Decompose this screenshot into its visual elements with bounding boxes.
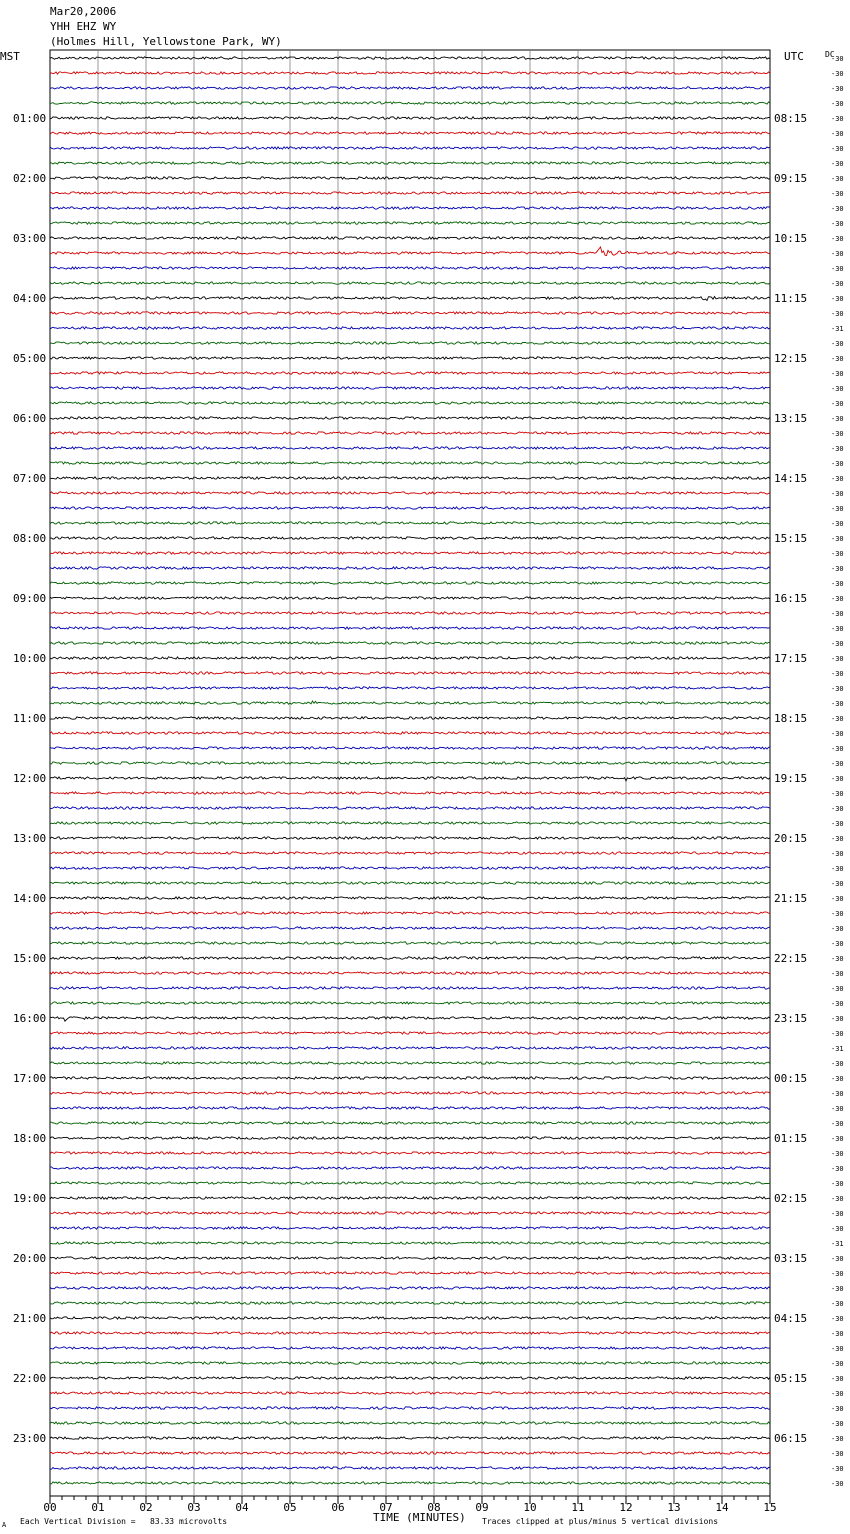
trace-row <box>50 882 770 884</box>
left-hour-label: 16:00 <box>13 1012 47 1025</box>
trace-row <box>50 147 770 149</box>
right-hour-label: 23:15 <box>774 1012 808 1025</box>
left-timezone-label: MST <box>0 50 20 63</box>
x-tick-label: 04 <box>235 1501 249 1514</box>
right-timezone-label: UTC <box>784 50 804 63</box>
dc-offset-label: -30 <box>831 100 844 108</box>
trace-row <box>50 1092 770 1094</box>
dc-offset-label: -30 <box>831 70 844 78</box>
x-axis-label: TIME (MINUTES) <box>373 1511 466 1524</box>
right-hour-label: 11:15 <box>774 292 808 305</box>
left-hour-label: 08:00 <box>13 532 47 545</box>
dc-offset-label: -30 <box>831 1135 844 1143</box>
right-hour-label: 22:15 <box>774 952 808 965</box>
left-hour-label: 11:00 <box>13 712 47 725</box>
trace-row <box>50 327 770 329</box>
trace-row <box>50 627 770 629</box>
dc-offset-label: -30 <box>831 1285 844 1293</box>
dc-offset-label: -30 <box>831 730 844 738</box>
x-tick-label: 08 <box>427 1501 441 1514</box>
dc-offset-label: -30 <box>831 670 844 678</box>
dc-offset-label: -30 <box>831 955 844 963</box>
left-hour-label: 03:00 <box>13 232 47 245</box>
trace-row <box>50 867 770 869</box>
left-hour-label: 19:00 <box>13 1192 47 1205</box>
left-hour-label: 22:00 <box>13 1372 47 1385</box>
dc-offset-label: -30 <box>831 250 844 258</box>
footer-clip-note: Traces clipped at plus/minus 5 vertical divisions <box>482 1517 719 1526</box>
dc-offset-label: -30 <box>831 1480 844 1488</box>
dc-offset-label: -30 <box>831 1060 844 1068</box>
dc-offset-label: -30 <box>831 220 844 228</box>
right-hour-label: 02:15 <box>774 1192 808 1205</box>
trace-row <box>50 177 770 179</box>
trace-row <box>50 747 770 749</box>
trace-row <box>50 612 770 614</box>
trace-row <box>50 1287 770 1289</box>
plot-frame <box>50 50 770 1496</box>
trace-row <box>50 762 770 764</box>
dc-offset-label: -30 <box>831 115 844 123</box>
dc-offset-label: -30 <box>831 55 844 63</box>
footer-mark: A <box>2 1521 7 1529</box>
dc-offset-label: -30 <box>831 1210 844 1218</box>
trace-row <box>50 237 770 239</box>
trace-row <box>50 1122 770 1124</box>
x-tick-label: 06 <box>331 1501 345 1514</box>
x-tick-label: 03 <box>187 1501 201 1514</box>
trace-row <box>50 162 770 164</box>
trace-row <box>50 837 770 839</box>
dc-offset-label: -30 <box>831 850 844 858</box>
dc-offset-label: -30 <box>831 805 844 813</box>
trace-row <box>50 942 770 944</box>
trace-row <box>50 897 770 899</box>
right-hour-label: 21:15 <box>774 892 808 905</box>
dc-offset-label: -30 <box>831 880 844 888</box>
trace-row <box>50 207 770 209</box>
left-hour-label: 10:00 <box>13 652 47 665</box>
trace-row <box>50 1002 770 1004</box>
dc-offset-label: -30 <box>831 760 844 768</box>
trace-row <box>50 432 770 434</box>
trace-row <box>50 267 770 269</box>
trace-row <box>50 1452 770 1454</box>
trace-row <box>50 192 770 194</box>
dc-offset-label: -30 <box>831 1345 844 1353</box>
trace-row <box>50 312 770 314</box>
dc-offset-label: -30 <box>831 370 844 378</box>
trace-row <box>50 447 770 449</box>
trace-row <box>50 701 770 704</box>
header-location: (Holmes Hill, Yellowstone Park, WY) <box>50 35 282 48</box>
dc-offset-label: -30 <box>831 715 844 723</box>
x-tick-label: 09 <box>475 1501 489 1514</box>
dc-offset-label: -30 <box>831 400 844 408</box>
trace-row <box>50 372 770 374</box>
trace-row <box>50 1062 770 1064</box>
trace-row <box>50 1167 770 1169</box>
dc-offset-label: -30 <box>831 160 844 168</box>
left-hour-label: 17:00 <box>13 1072 47 1085</box>
dc-offset-label: -30 <box>831 1255 844 1263</box>
right-hour-label: 16:15 <box>774 592 808 605</box>
right-hour-label: 09:15 <box>774 172 808 185</box>
dc-offset-label: -30 <box>831 520 844 528</box>
dc-offset-label: -30 <box>831 385 844 393</box>
trace-row <box>50 507 770 509</box>
left-hour-label: 15:00 <box>13 952 47 965</box>
trace-row <box>50 1107 770 1109</box>
dc-offset-label: -30 <box>831 535 844 543</box>
right-hour-label: 14:15 <box>774 472 808 485</box>
left-hour-label: 12:00 <box>13 772 47 785</box>
trace-row <box>50 1047 770 1049</box>
dc-offset-label: -30 <box>831 340 844 348</box>
dc-offset-label: -30 <box>831 265 844 273</box>
dc-offset-label: -31 <box>831 1045 844 1053</box>
dc-offset-label: -30 <box>831 910 844 918</box>
trace-row <box>50 717 770 719</box>
dc-offset-label: -30 <box>831 1225 844 1233</box>
left-hour-label: 04:00 <box>13 292 47 305</box>
dc-offset-label: -30 <box>831 85 844 93</box>
trace-row <box>50 1347 770 1349</box>
dc-offset-label: -30 <box>831 865 844 873</box>
trace-row <box>50 657 770 659</box>
trace-row <box>50 1182 770 1184</box>
trace-row <box>50 462 770 464</box>
right-hour-label: 04:15 <box>774 1312 808 1325</box>
trace-row <box>50 522 770 524</box>
dc-offset-label: -30 <box>831 775 844 783</box>
trace-row <box>50 1377 770 1379</box>
dc-offset-label: -30 <box>831 940 844 948</box>
dc-offset-label: -30 <box>831 1315 844 1323</box>
x-tick-label: 00 <box>43 1501 57 1514</box>
dc-offset-label: -30 <box>831 1450 844 1458</box>
trace-row <box>50 57 770 59</box>
trace-row <box>50 1317 770 1320</box>
trace-row <box>50 552 770 554</box>
trace-row <box>50 1272 770 1274</box>
trace-row <box>50 417 770 419</box>
dc-offset-label: -30 <box>831 1105 844 1113</box>
dc-offset-label: -30 <box>831 970 844 978</box>
dc-offset-label: -30 <box>831 1270 844 1278</box>
trace-row <box>50 1197 770 1199</box>
x-tick-label: 11 <box>571 1501 585 1514</box>
dc-offset-label: -30 <box>831 175 844 183</box>
right-hour-label: 10:15 <box>774 232 808 245</box>
trace-row <box>50 222 770 224</box>
left-hour-label: 05:00 <box>13 352 47 365</box>
trace-row <box>50 792 770 794</box>
dc-offset-label: -30 <box>831 1435 844 1443</box>
dc-offset-label: -30 <box>831 295 844 303</box>
trace-row <box>50 1482 770 1484</box>
trace-row <box>50 1017 770 1022</box>
trace-row <box>50 852 770 854</box>
dc-offset-label: -30 <box>831 205 844 213</box>
dc-offset-label: -30 <box>831 985 844 993</box>
dc-offset-label: -30 <box>831 835 844 843</box>
dc-offset-label: -30 <box>831 685 844 693</box>
right-hour-label: 03:15 <box>774 1252 808 1265</box>
dc-offset-label: -30 <box>831 1420 844 1428</box>
trace-row <box>50 1362 770 1364</box>
dc-offset-label: -30 <box>831 925 844 933</box>
dc-offset-label: -30 <box>831 430 844 438</box>
dc-offset-label: -30 <box>831 1405 844 1413</box>
trace-row <box>50 1407 770 1409</box>
x-tick-label: 15 <box>763 1501 777 1514</box>
trace-row <box>50 642 770 644</box>
trace-row <box>50 1077 770 1079</box>
x-tick-label: 01 <box>91 1501 105 1514</box>
right-hour-label: 15:15 <box>774 532 808 545</box>
right-hour-label: 12:15 <box>774 352 808 365</box>
dc-offset-label: -30 <box>831 745 844 753</box>
dc-offset-label: -30 <box>831 1330 844 1338</box>
dc-offset-label: -30 <box>831 1150 844 1158</box>
trace-row <box>50 1467 770 1469</box>
dc-offset-label: -30 <box>831 145 844 153</box>
dc-offset-label: -30 <box>831 415 844 423</box>
trace-row <box>50 1422 770 1424</box>
trace-row <box>50 1257 770 1259</box>
dc-offset-label: -30 <box>831 700 844 708</box>
trace-row <box>50 1392 770 1394</box>
trace-row <box>50 807 770 809</box>
dc-offset-label: -30 <box>831 445 844 453</box>
dc-offset-label: -30 <box>831 625 844 633</box>
dc-offset-label: -30 <box>831 1015 844 1023</box>
trace-row <box>50 282 770 284</box>
trace-row <box>50 567 770 569</box>
trace-row <box>50 132 770 134</box>
right-hour-label: 06:15 <box>774 1432 808 1445</box>
trace-row <box>50 1152 770 1154</box>
dc-offset-label: -30 <box>831 490 844 498</box>
left-hour-label: 02:00 <box>13 172 47 185</box>
trace-row <box>50 402 770 404</box>
right-hour-label: 17:15 <box>774 652 808 665</box>
right-hour-label: 01:15 <box>774 1132 808 1145</box>
x-tick-label: 07 <box>379 1501 393 1514</box>
trace-row <box>50 1332 770 1334</box>
trace-row <box>50 957 770 959</box>
right-hour-label: 20:15 <box>774 832 808 845</box>
trace-row <box>50 672 770 674</box>
trace-row <box>50 297 770 301</box>
trace-row <box>50 1437 770 1439</box>
left-hour-label: 01:00 <box>13 112 47 125</box>
dc-offset-label: -30 <box>831 550 844 558</box>
trace-row <box>50 537 770 539</box>
dc-offset-label: -30 <box>831 1075 844 1083</box>
dc-offset-label: -30 <box>831 580 844 588</box>
footer-scale-note: Each Vertical Division = 83.33 microvolts <box>20 1517 228 1526</box>
trace-row <box>50 357 770 359</box>
right-hour-label: 18:15 <box>774 712 808 725</box>
trace-row <box>50 1212 770 1214</box>
trace-row <box>50 777 770 781</box>
left-hour-label: 06:00 <box>13 412 47 425</box>
dc-offset-label: -30 <box>831 460 844 468</box>
dc-offset-label: -30 <box>831 655 844 663</box>
trace-row <box>50 1302 770 1304</box>
trace-row <box>50 582 770 584</box>
x-tick-label: 13 <box>667 1501 681 1514</box>
dc-offset-label: -30 <box>831 1195 844 1203</box>
dc-offset-label: -30 <box>831 235 844 243</box>
trace-row <box>50 477 770 479</box>
dc-offset-label: -30 <box>831 505 844 513</box>
dc-offset-label: -30 <box>831 1375 844 1383</box>
header-station: YHH EHZ WY <box>50 20 117 33</box>
trace-row <box>50 927 770 929</box>
trace-row <box>50 732 770 734</box>
trace-row <box>50 972 770 974</box>
trace-row <box>50 597 770 599</box>
left-hour-label: 23:00 <box>13 1432 47 1445</box>
dc-offset-label: -30 <box>831 1180 844 1188</box>
x-tick-label: 14 <box>715 1501 729 1514</box>
right-hour-label: 05:15 <box>774 1372 808 1385</box>
dc-offset-label: -30 <box>831 1360 844 1368</box>
dc-offset-label: -30 <box>831 1120 844 1128</box>
dc-offset-label: -30 <box>831 1465 844 1473</box>
right-hour-label: 00:15 <box>774 1072 808 1085</box>
dc-offset-label: -30 <box>831 1390 844 1398</box>
trace-row <box>50 822 770 824</box>
x-tick-label: 12 <box>619 1501 633 1514</box>
dc-offset-label: -30 <box>831 1090 844 1098</box>
trace-row <box>50 1137 770 1139</box>
left-hour-label: 13:00 <box>13 832 47 845</box>
trace-row <box>50 987 770 989</box>
x-tick-label: 10 <box>523 1501 537 1514</box>
left-hour-label: 14:00 <box>13 892 47 905</box>
trace-row <box>50 1227 770 1229</box>
dc-offset-label: -30 <box>831 280 844 288</box>
left-hour-label: 07:00 <box>13 472 47 485</box>
header-date: Mar20,2006 <box>50 5 117 18</box>
trace-row <box>50 687 770 689</box>
dc-offset-label: -30 <box>831 640 844 648</box>
trace-row <box>50 387 770 389</box>
trace-row <box>50 492 770 494</box>
trace-row <box>50 342 770 344</box>
dc-offset-label: -30 <box>831 1300 844 1308</box>
trace-row <box>50 72 770 74</box>
left-hour-label: 18:00 <box>13 1132 47 1145</box>
trace-row <box>50 102 770 104</box>
dc-offset-label: -30 <box>831 130 844 138</box>
x-tick-label: 02 <box>139 1501 153 1514</box>
dc-offset-label: -31 <box>831 325 844 333</box>
trace-row <box>50 912 770 914</box>
right-hour-label: 08:15 <box>774 112 808 125</box>
trace-row <box>50 1032 770 1034</box>
dc-label: DC <box>825 50 835 59</box>
left-hour-label: 21:00 <box>13 1312 47 1325</box>
dc-offset-label: -30 <box>831 355 844 363</box>
dc-offset-label: -30 <box>831 565 844 573</box>
right-hour-label: 19:15 <box>774 772 808 785</box>
trace-row <box>50 117 770 119</box>
dc-offset-label: -30 <box>831 790 844 798</box>
left-hour-label: 09:00 <box>13 592 47 605</box>
dc-offset-label: -30 <box>831 475 844 483</box>
trace-row <box>50 87 770 89</box>
right-hour-label: 13:15 <box>774 412 808 425</box>
dc-offset-label: -30 <box>831 610 844 618</box>
dc-offset-label: -30 <box>831 1000 844 1008</box>
trace-row <box>50 1242 770 1244</box>
dc-offset-label: -30 <box>831 1165 844 1173</box>
dc-offset-label: -30 <box>831 310 844 318</box>
dc-offset-label: -30 <box>831 1030 844 1038</box>
dc-offset-label: -30 <box>831 595 844 603</box>
dc-offset-label: -30 <box>831 820 844 828</box>
dc-offset-label: -30 <box>831 895 844 903</box>
trace-row <box>50 247 770 256</box>
dc-offset-label: -30 <box>831 190 844 198</box>
dc-offset-label: -31 <box>831 1240 844 1248</box>
left-hour-label: 20:00 <box>13 1252 47 1265</box>
x-tick-label: 05 <box>283 1501 297 1514</box>
